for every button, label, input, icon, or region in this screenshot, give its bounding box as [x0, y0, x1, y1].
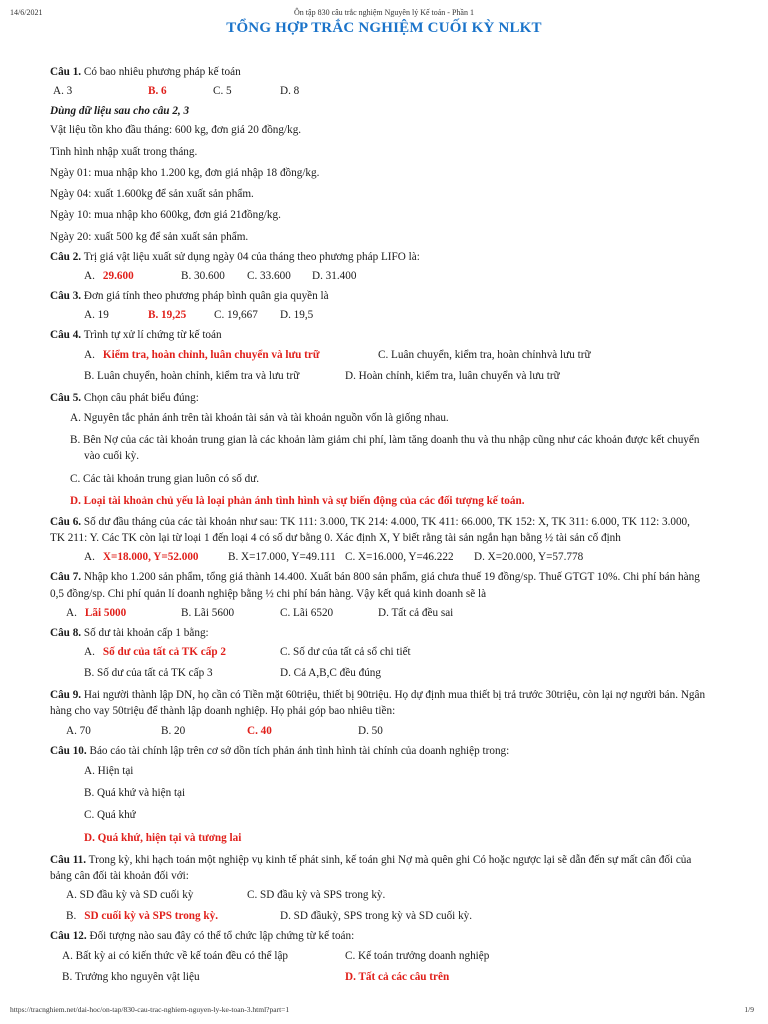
- question-text: Đơn giá tính theo phương pháp bình quân gia quyền là: [81, 290, 329, 303]
- question-9: [50, 687, 740, 703]
- option-c: C. X=16.000, Y=46.222: [345, 551, 454, 564]
- question-2: [50, 249, 740, 265]
- option-c: C. Kế toán trưởng doanh nghiệp: [345, 949, 490, 962]
- question-number: Câu 9.: [50, 689, 82, 702]
- question-number: Câu 1.: [50, 66, 82, 78]
- option-b-continued: vào cuối kỳ.: [84, 450, 139, 463]
- question-text: Trong kỳ, khi hạch toán một nghiệp vụ kinh tế phát sinh, kế toán ghi Nợ mà quên ghi Có hoặc ngược lại sẽ dẫn đến sự mất cân đối của: [86, 853, 692, 866]
- options-list: [50, 763, 740, 846]
- option-b-correct: B. 6: [148, 85, 167, 98]
- option-d: D. SD đầukỳ, SPS trong kỳ và SD cuối kỳ.: [280, 910, 473, 923]
- option-b: B. Số dư của tất cả TK cấp 3: [84, 667, 213, 680]
- question-7: [50, 569, 740, 585]
- options-row: [50, 908, 740, 928]
- option-a-correct: [84, 347, 320, 363]
- data-line: Ngày 10: mua nhập kho 600kg, đơn giá 21đồng/kg.: [50, 209, 281, 222]
- option-b: B. 30.600: [181, 270, 225, 283]
- option-a: A. Hiện tại: [84, 764, 134, 777]
- question-text: Hai người thành lập DN, họ cần có Tiền mặt 60triệu, thiết bị 90triệu. Họ dự định mua thiết bị trả trước 30triệu, còn lại nợ người bán. Ngân: [81, 689, 706, 702]
- option-text: X=18.000, Y=52.000: [102, 551, 199, 564]
- option-b: B. X=17.000, Y=49.111: [228, 551, 336, 564]
- option-d: D. Cả A,B,C đều đúng: [280, 667, 381, 680]
- option-c: C. Số dư của tất cả sổ chi tiết: [280, 646, 411, 659]
- option-c: C. Các tài khoản trung gian luôn có số dư.: [70, 472, 260, 485]
- question-number: Câu 11.: [50, 853, 87, 866]
- options-row: [50, 347, 740, 367]
- question-text: Nhập kho 1.200 sản phẩm, tổng giá thành 14.400. Xuất bán 800 sản phẩm, giá chưa thuế 19 đồng/sp. Thuế GTGT 10%. Chi phí bán hàng: [81, 571, 700, 584]
- option-c: C. Quá khứ: [84, 809, 136, 822]
- option-d: D. 31.400: [312, 270, 357, 283]
- option-d: D. 50: [358, 724, 383, 737]
- option-b: B. Luân chuyển, hoàn chỉnh, kiểm tra và lưu trữ: [84, 369, 300, 382]
- option-a: A. 70: [66, 724, 91, 737]
- footer-url[interactable]: https://tracnghiem.net/dai-hoc/on-tap/830-cau-trac-nghiem-nguyen-ly-ke-toan-3.html?part=1: [10, 1005, 290, 1014]
- option-c-correct: C. 40: [247, 724, 272, 737]
- option-letter: A.: [84, 551, 95, 564]
- question-11: [50, 852, 740, 868]
- question-3: [50, 288, 740, 304]
- question-4: [50, 327, 740, 343]
- option-text: SD cuối kỳ và SPS trong kỳ.: [84, 910, 219, 923]
- question-number: Câu 8.: [50, 626, 82, 639]
- question-12: [50, 928, 740, 944]
- option-d: D. 8: [280, 85, 300, 98]
- quiz-content: [50, 64, 740, 989]
- option-a: A. 3: [53, 85, 73, 98]
- option-b: B. Quá khứ và hiện tại: [84, 787, 186, 800]
- option-a: A. Bất kỳ ai có kiến thức về kế toán đều có thể lập: [62, 949, 289, 962]
- question-text: Số dư tài khoản cấp 1 bằng:: [81, 626, 209, 639]
- footer-page-number: 1/9: [744, 1005, 754, 1014]
- question-text: Chọn câu phát biểu đúng:: [81, 391, 199, 404]
- question-number: Câu 10.: [50, 744, 87, 757]
- options-row: [50, 887, 740, 907]
- options-row: [50, 969, 740, 989]
- question-1: [50, 64, 740, 80]
- option-d: D. Tất cả đều sai: [378, 606, 454, 619]
- option-b: B. Lãi 5600: [181, 606, 235, 619]
- option-text: Số dư của tất cả TK cấp 2: [102, 646, 226, 659]
- options-row: [50, 605, 740, 625]
- header-date: 14/6/2021: [10, 8, 43, 17]
- question-number: Câu 6.: [50, 515, 82, 528]
- question-number: Câu 3.: [50, 290, 82, 303]
- option-a: A. 19: [84, 309, 109, 322]
- data-heading: Dùng dữ liệu sau cho câu 2, 3: [50, 105, 190, 118]
- option-d: D. 19,5: [280, 309, 314, 322]
- option-text: 29.600: [102, 270, 134, 283]
- question-6: [50, 514, 740, 530]
- options-row: [50, 948, 740, 968]
- option-c: C. 19,667: [214, 309, 258, 322]
- option-letter: A.: [66, 606, 77, 619]
- option-d-correct: D. Loại tài khoản chủ yếu là loại phản ánh tình hình và sự biến động của các đối tượng kế toán.: [70, 494, 525, 507]
- question-number: Câu 7.: [50, 571, 82, 584]
- option-b: B. 20: [161, 724, 186, 737]
- data-line: Tình hình nhập xuất trong tháng.: [50, 145, 198, 158]
- question-text: Có bao nhiêu phương pháp kế toán: [81, 66, 241, 78]
- question-7-continued: 0,5 đồng/sp. Chi phí quản lí doanh nghiệp bằng ½ chi phí bán hàng. Vậy kết quả kinh doanh sẽ là: [50, 587, 487, 600]
- option-a: A. SD đầu kỳ và SD cuối kỳ: [66, 889, 194, 902]
- question-text: Đối tượng nào sau đây có thể tổ chức lập chứng từ kế toán:: [86, 930, 355, 943]
- data-line: Ngày 20: xuất 500 kg để sản xuất sản phẩm.: [50, 230, 249, 243]
- question-5: [50, 390, 740, 406]
- options-row: [50, 665, 740, 685]
- options-row: [50, 307, 740, 327]
- option-d-correct: D. Quá khứ, hiện tại và tương lai: [84, 831, 242, 844]
- option-a: A. Nguyên tắc phản ánh trên tài khoản tài sản và tài khoản nguồn vốn là giống nhau.: [70, 411, 449, 424]
- option-a-correct: [84, 549, 199, 565]
- option-c: C. 33.600: [247, 270, 291, 283]
- options-row: [50, 368, 740, 388]
- option-letter: A.: [84, 646, 95, 659]
- header-page-title: Ôn tập 830 câu trắc nghiệm Nguyên lý Kế toán - Phần 1: [294, 8, 474, 17]
- question-11-continued: bảng cân đối tài khoản đối với:: [50, 870, 189, 883]
- options-row: [50, 83, 740, 103]
- option-d-correct: D. Tất cả các câu trên: [345, 970, 450, 983]
- question-10: [50, 743, 740, 759]
- data-line: Vật liệu tồn kho đầu tháng: 600 kg, đơn giá 20 đồng/kg.: [50, 124, 302, 137]
- question-6-continued: TK 211: Y. Các TK còn lại từ loại 1 đến loại 4 có số dư bằng 0. Xác định X, Y biết rằng tài sản ngắn hạn bằng ½ tài sản cố định: [50, 532, 621, 545]
- option-d: D. X=20.000, Y=57.778: [474, 551, 584, 564]
- option-b: B. Trưởng kho nguyên vật liệu: [62, 970, 200, 983]
- options-row: [50, 268, 740, 288]
- option-a-correct: [66, 605, 126, 621]
- option-letter: A.: [84, 270, 95, 283]
- option-a-correct: [84, 644, 226, 660]
- main-title: TỔNG HỢP TRẮC NGHIỆM CUỐI KỲ NLKT: [226, 20, 542, 36]
- option-text: Kiểm tra, hoàn chỉnh, luân chuyển và lưu trữ: [102, 348, 320, 361]
- option-a-correct: [84, 268, 134, 284]
- option-b-correct: B. 19,25: [148, 309, 187, 322]
- options-row: [50, 644, 740, 664]
- option-letter: A.: [84, 348, 95, 361]
- question-number: Câu 5.: [50, 391, 82, 404]
- option-c: C. SD đầu kỳ và SPS trong kỳ.: [247, 889, 386, 902]
- option-letter: B.: [66, 910, 77, 923]
- option-d: D. Hoàn chỉnh, kiểm tra, luân chuyển và lưu trữ: [345, 369, 560, 382]
- option-text: Lãi 5000: [84, 606, 127, 619]
- question-8: [50, 625, 740, 641]
- question-9-continued: hàng cho vay 50triệu để thành lập doanh nghiệp. Họ phải góp bao nhiêu tiền:: [50, 705, 396, 718]
- question-text: Số dư đầu tháng của các tài khoản như sau: TK 111: 3.000, TK 214: 4.000, TK 411: 66.000, TK 152: X, TK 311: 6.000, TK 112: 3.000,: [81, 515, 690, 528]
- question-text: Trình tự xử lí chứng từ kế toán: [81, 329, 222, 342]
- data-line: Ngày 04: xuất 1.600kg để sản xuất sản phẩm.: [50, 188, 254, 201]
- options-row: [50, 549, 740, 569]
- question-number: Câu 2.: [50, 250, 82, 263]
- data-line: Ngày 01: mua nhập kho 1.200 kg, đơn giá nhập 18 đồng/kg.: [50, 166, 320, 179]
- options-row: [50, 723, 740, 743]
- option-b: B. Bên Nợ của các tài khoản trung gian là các khoản làm giảm chi phí, làm tăng doanh thu và thu nhập cũng như các khoản được kết chuyển: [70, 434, 700, 447]
- option-c: C. 5: [213, 85, 232, 98]
- option-c: C. Luân chuyển, kiểm tra, hoàn chỉnhvà lưu trữ: [378, 348, 591, 361]
- question-text: Trị giá vật liệu xuất sử dụng ngày 04 của tháng theo phương pháp LIFO là:: [81, 250, 420, 263]
- question-number: Câu 12.: [50, 930, 87, 943]
- option-b-correct: [66, 908, 218, 924]
- options-list: [50, 410, 740, 509]
- question-number: Câu 4.: [50, 329, 82, 342]
- question-text: Báo cáo tài chính lập trên cơ sở dồn tích phản ánh tình hình tài chính của doanh nghiệp trong:: [86, 744, 510, 757]
- option-c: C. Lãi 6520: [280, 606, 334, 619]
